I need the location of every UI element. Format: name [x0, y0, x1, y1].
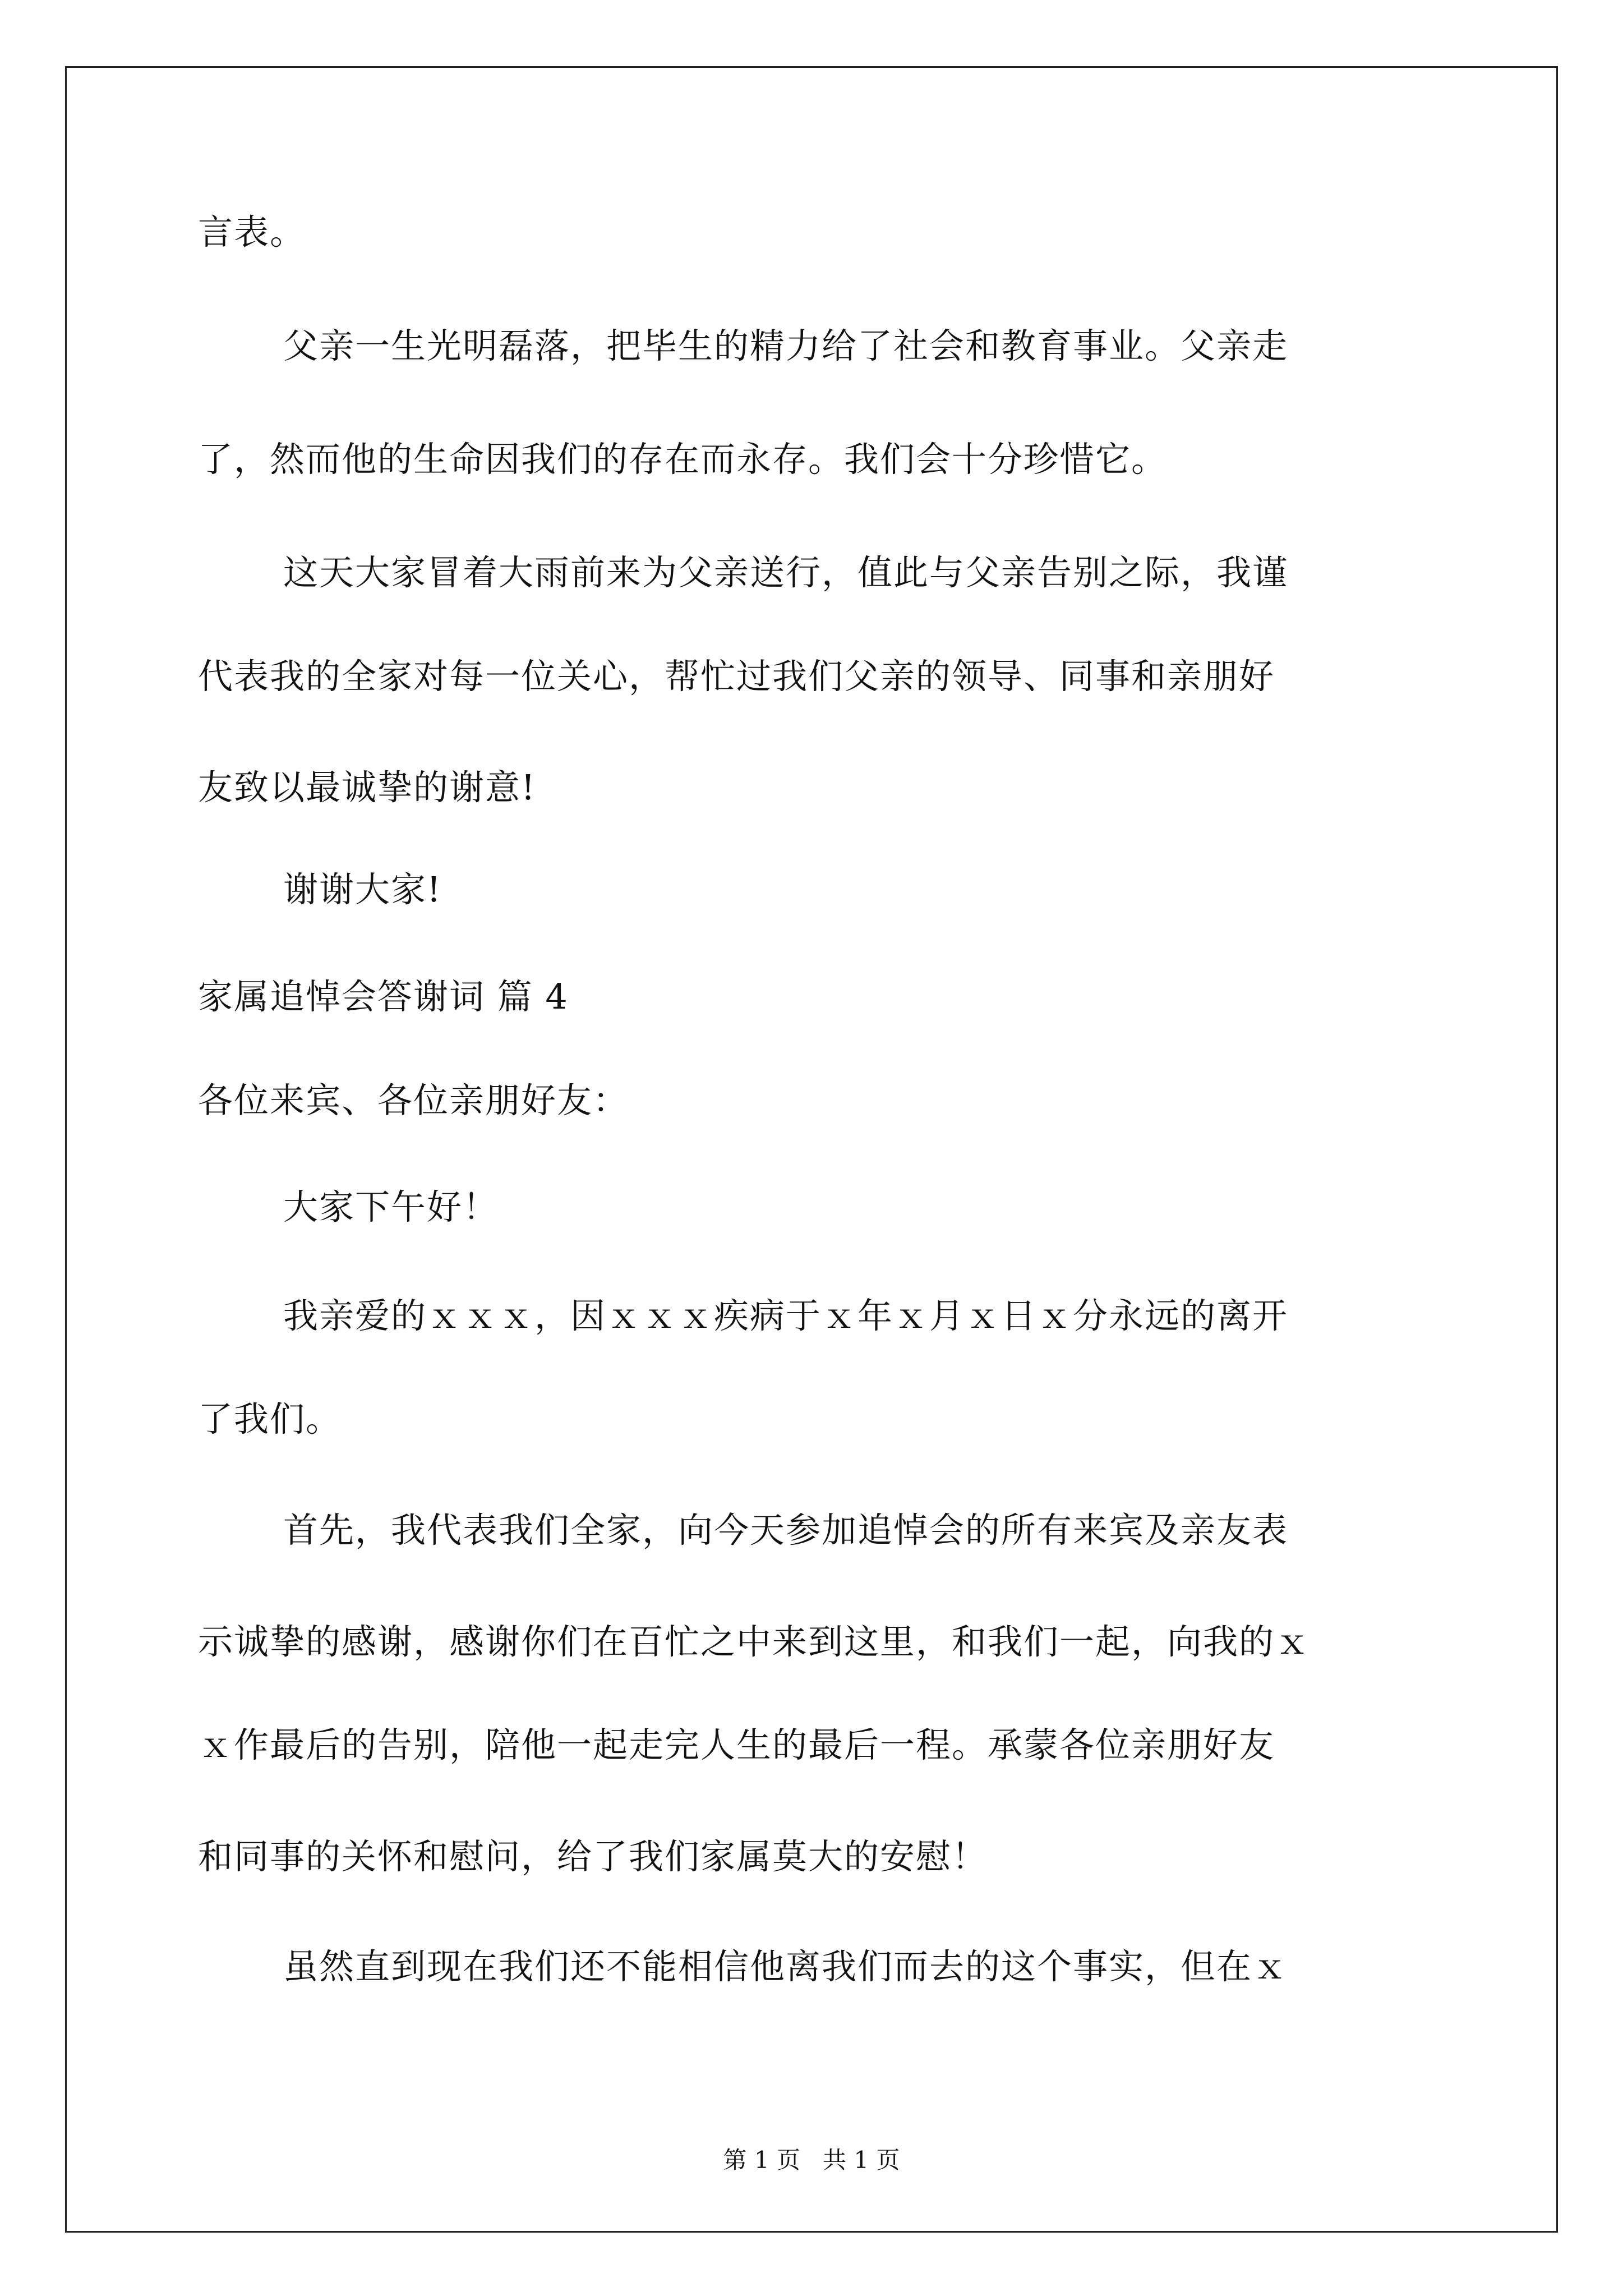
- text-line-12: 了我们。: [198, 1398, 342, 1439]
- text-line-17: 虽然直到现在我们还不能相信他离我们而去的这个事实，但在ｘ: [283, 1946, 1289, 1987]
- text-line-3: 了，然而他的生命因我们的存在而永存。我们会十分珍惜它。: [198, 439, 1168, 480]
- text-line-13: 首先，我代表我们全家，向今天参加追悼会的所有来宾及亲友表: [283, 1510, 1289, 1550]
- text-line-16: 和同事的关怀和慰问，给了我们家属莫大的安慰！: [198, 1836, 988, 1877]
- text-line-11: 我亲爱的ｘｘｘ，因ｘｘｘ疾病于ｘ年ｘ月ｘ日ｘ分永远的离开: [283, 1295, 1289, 1336]
- text-line-6: 友致以最诚挚的谢意!: [198, 767, 536, 808]
- text-line-14: 示诚挚的感谢，感谢你们在百忙之中来到这里，和我们一起，向我的ｘ: [198, 1621, 1311, 1662]
- text-line-1: 言表。: [198, 211, 306, 252]
- salutation: 各位来宾、各位亲朋好友：: [198, 1080, 629, 1121]
- section-heading: 家属追悼会答谢词 篇 4: [198, 976, 569, 1017]
- text-line-7: 谢谢大家!: [283, 869, 442, 910]
- page-number-footer: 第 1 页 共 1 页: [723, 2146, 900, 2174]
- text-line-2: 父亲一生光明磊落，把毕生的精力给了社会和教育事业。父亲走: [283, 325, 1289, 366]
- greeting: 大家下午好！: [283, 1186, 499, 1227]
- page-border: [65, 66, 1558, 2233]
- text-line-5: 代表我的全家对每一位关心，帮忙过我们父亲的领导、同事和亲朋好: [198, 656, 1275, 697]
- text-line-4: 这天大家冒着大雨前来为父亲送行，值此与父亲告别之际，我谨: [283, 552, 1289, 593]
- text-line-15: ｘ作最后的告别，陪他一起走完人生的最后一程。承蒙各位亲朋好友: [198, 1724, 1275, 1765]
